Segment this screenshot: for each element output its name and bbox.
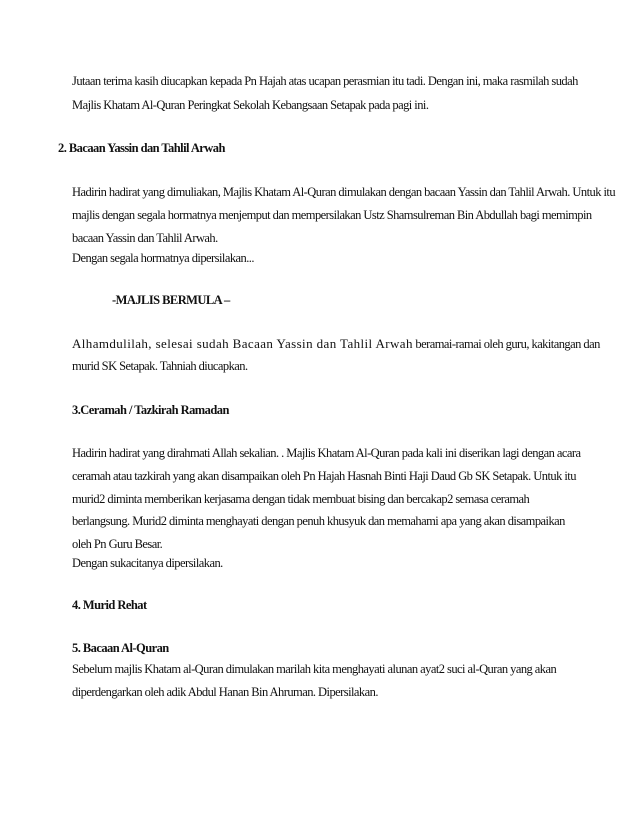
section-3-line-1: Hadirin hadirat yang dirahmati Allah sekalian. . Majlis Khatam Al-Quran pada kali ini diserikan lagi dengan acara — [72, 446, 581, 460]
section-5-heading: 5. Bacaan Al-Quran — [72, 641, 169, 655]
section-3-heading: 3.Ceramah / Tazkirah Ramadan — [72, 403, 229, 417]
intro-line-2: Majlis Khatam Al-Quran Peringkat Sekolah Kebangsaan Setapak pada pagi ini. — [72, 98, 429, 112]
section-2-line-4: Dengan segala hormatnya dipersilakan... — [72, 251, 254, 265]
intro-line-1: Jutaan terima kasih diucapkan kepada Pn Hajah atas ucapan perasmian itu tadi. Dengan ini, maka rasmilah sudah — [72, 74, 578, 88]
alhamdulilah-wide-text: Alhamdulilah, selesai sudah Bacaan Yassin dan Tahlil Arwah — [72, 336, 413, 351]
section-2-line-2: majlis dengan segala hormatnya menjemput dan mempersilakan Ustz Shamsulreman Bin Abdullah bagi memimpin — [72, 208, 592, 222]
section-3-line-4: berlangsung. Murid2 diminta menghayati dengan penuh khusyuk dan memahami apa yang akan disampaikan — [72, 514, 565, 528]
section-4-heading: 4. Murid Rehat — [72, 598, 147, 612]
section-2-line-3: bacaan Yassin dan Tahlil Arwah. — [72, 231, 218, 245]
majlis-bermula-heading: -MAJLIS BERMULA – — [112, 293, 230, 307]
section-3-line-6: Dengan sukacitanya dipersilakan. — [72, 556, 223, 570]
section-3-line-3: murid2 diminta memberikan kerjasama dengan tidak membuat bising dan bercakap2 semasa ceramah — [72, 492, 530, 506]
section-2-line-1: Hadirin hadirat yang dimuliakan, Majlis Khatam Al-Quran dimulakan dengan bacaan Yassin dan Tahlil Arwah. Untuk itu — [72, 185, 616, 199]
section-3-line-5: oleh Pn Guru Besar. — [72, 537, 163, 551]
section-5-line-1: Sebelum majlis Khatam al-Quran dimulakan marilah kita menghayati alunan ayat2 suci al-Quran yang akan — [72, 662, 557, 676]
alhamdulilah-line-2: murid SK Setapak. Tahniah diucapkan. — [72, 359, 248, 373]
section-3-line-2: ceramah atau tazkirah yang akan disampaikan oleh Pn Hajah Hasnah Binti Haji Daud Gb SK Setapak. Untuk itu — [72, 469, 576, 483]
section-2-heading: 2. Bacaan Yassin dan Tahlil Arwah — [58, 141, 225, 155]
alhamdulilah-line-1 — [72, 336, 600, 352]
section-5-line-2: diperdengarkan oleh adik Abdul Hanan Bin Ahruman. Dipersilakan. — [72, 685, 378, 699]
alhamdulilah-narrow-text: beramai-ramai oleh guru, kakitangan dan — [412, 337, 600, 351]
